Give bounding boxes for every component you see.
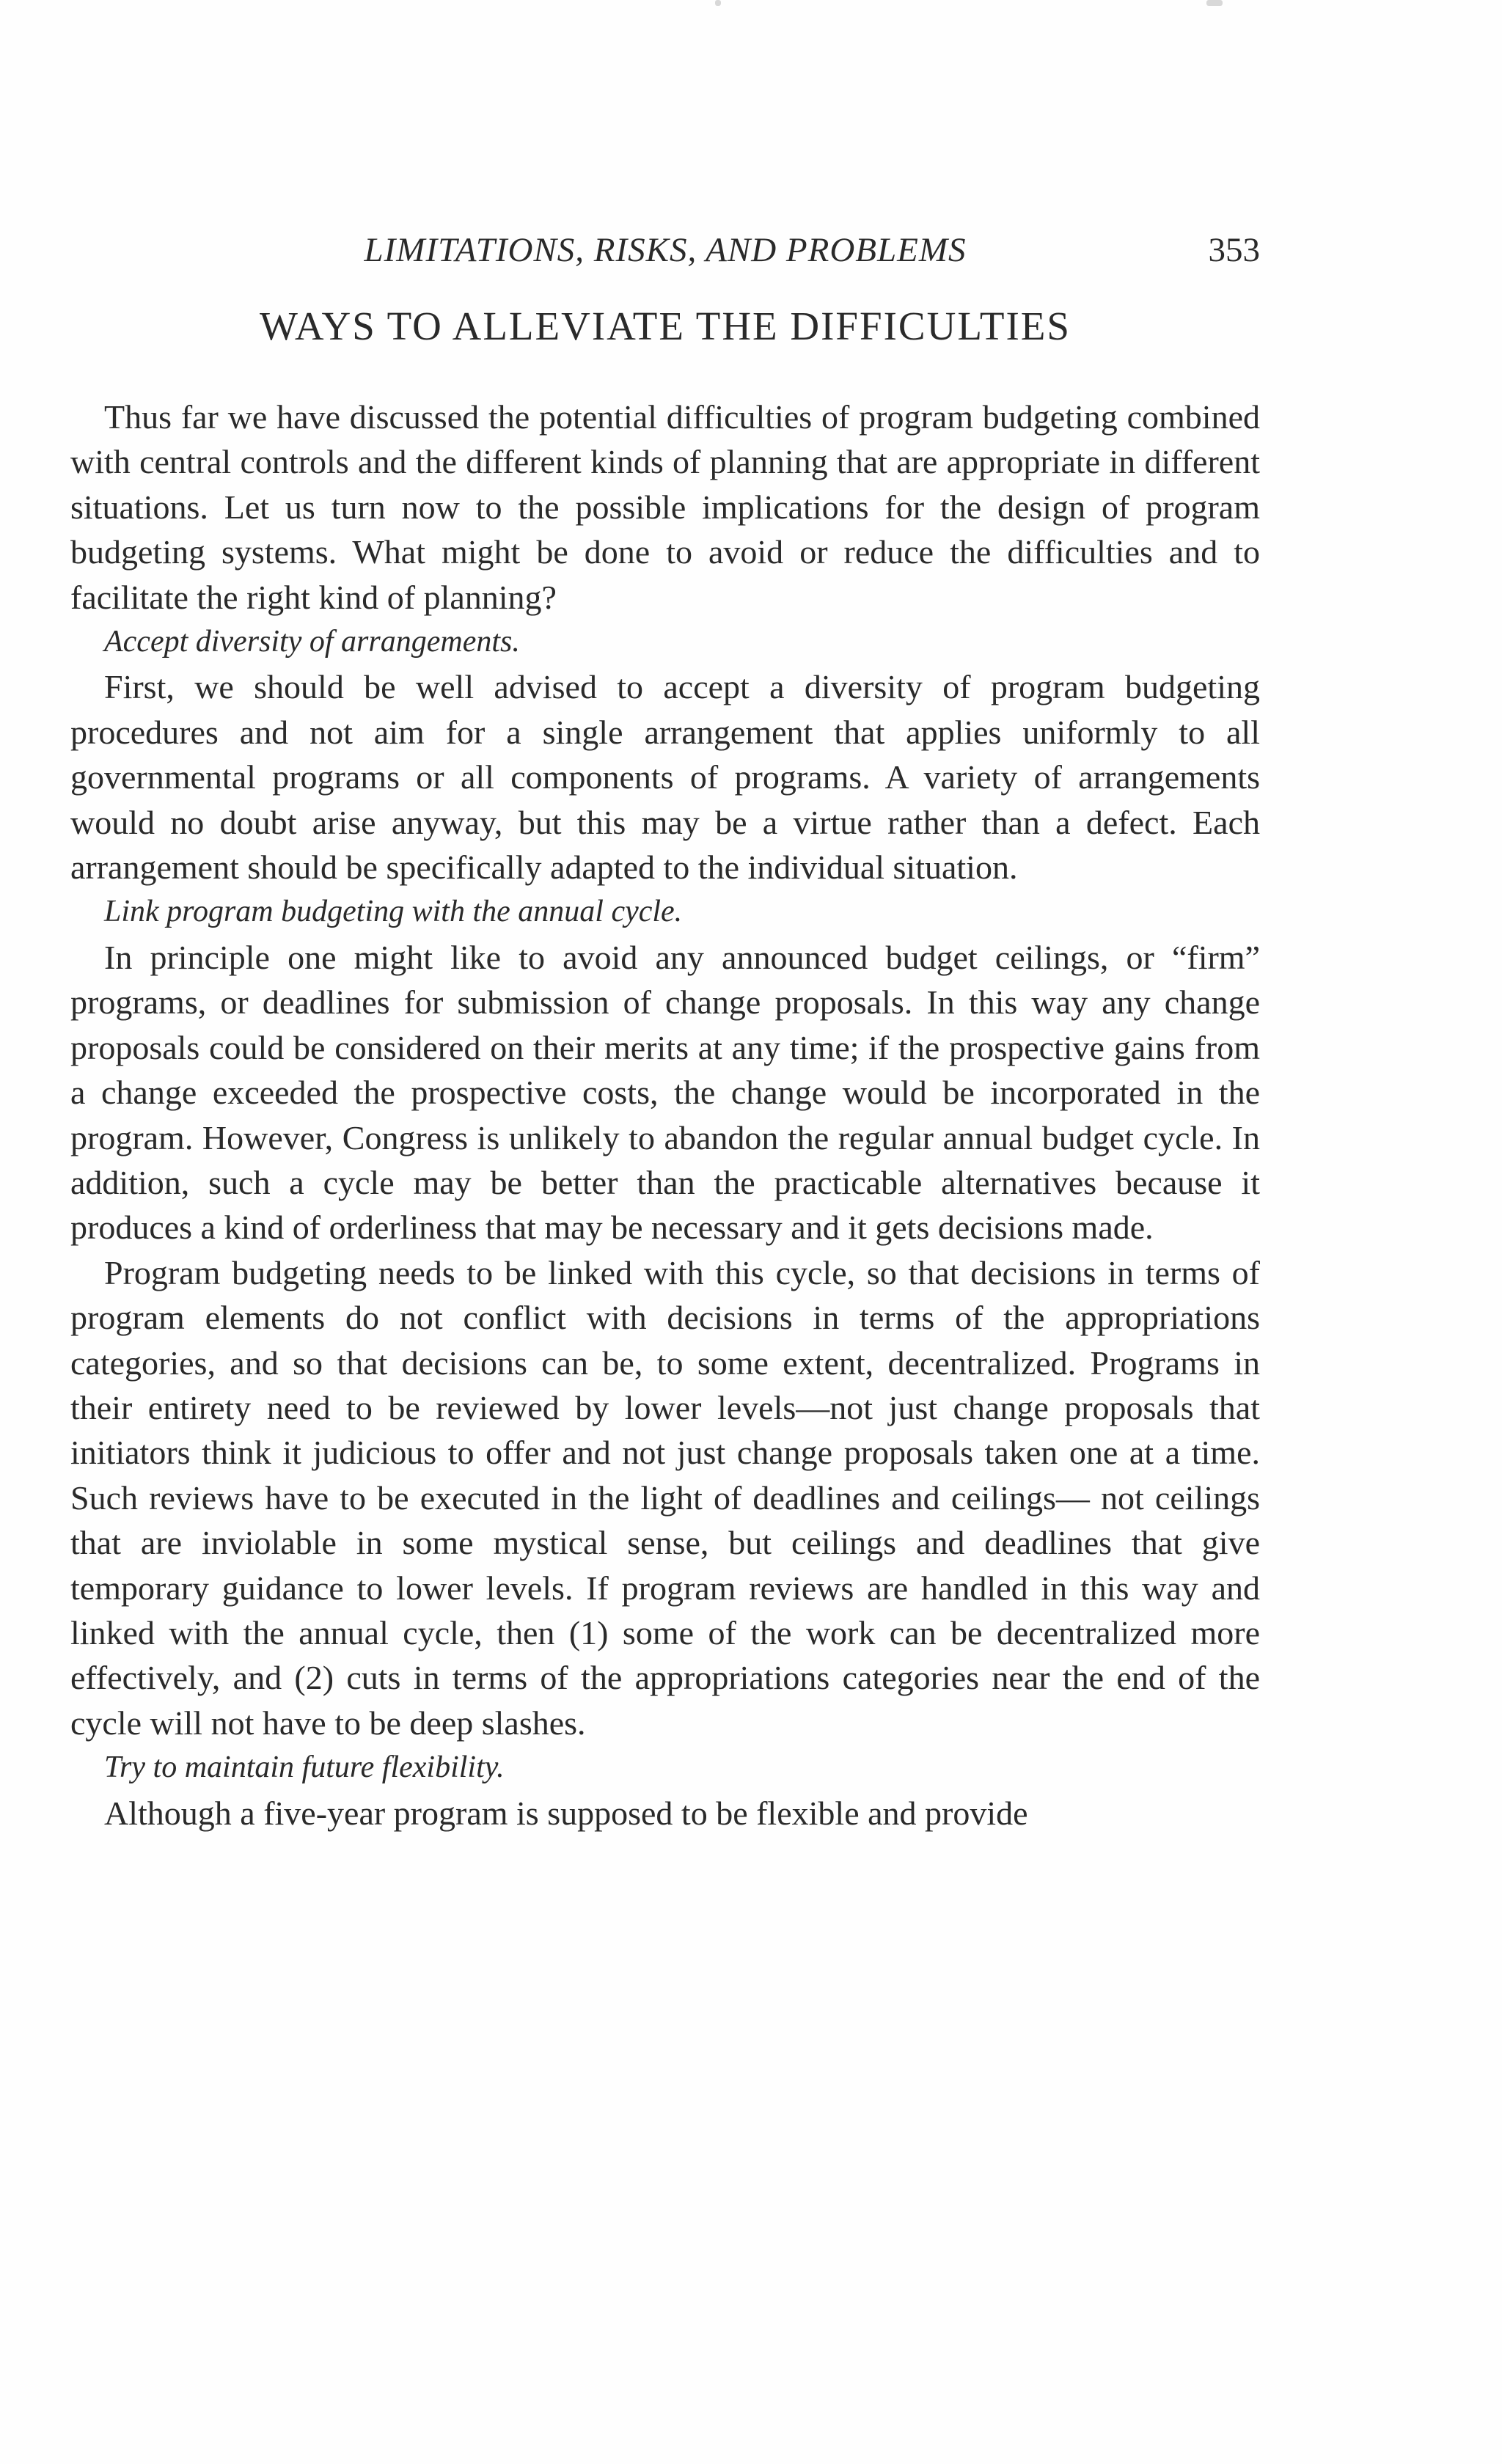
scan-mark [715, 0, 721, 6]
paragraph: Program budgeting needs to be linked with this cycle, so that decisions in terms of program elements do not conflict with decisions in terms of the appropriations categories, and so that decisions can be, to some extent, decentralized. Programs in their entirety need to be reviewed by lower levels—not just change proposals that initiators think it judicious to offer and not just change proposals taken one at a time. Such reviews have to be executed in the light of deadlines and ceilings— not ceilings that are inviolable in some mystical sense, but ceilings and deadlines that give temporary guidance to lower levels. If program reviews are handled in this way and linked with the annual cycle, then (1) some of the work can be decentralized more effectively, and (2) cuts in terms of the appropriations categories near the end of the cycle will not have to be deep slashes. [70, 1253, 1260, 1742]
running-title: LIMITATIONS, RISKS, AND PROBLEMS [364, 231, 967, 269]
intro-paragraph: Thus far we have discussed the potential difficulties of program budgeting combined with central controls and the different kinds of planning that are appropriate in different situations. Let us turn now to the possible implications for the design of program budgeting systems. What might be done to avoid or reduce the difficulties and to facilitate the right kind of planning? [70, 398, 1260, 616]
subheading-future-flexibility: Try to maintain future flexibility. [104, 1750, 505, 1785]
running-head [70, 224, 1260, 276]
paragraph: First, we should be well advised to accept a diversity of program budgeting procedures and not aim for a single arrangement that applies uniformly to all governmental programs or all components of programs. A variety of arrangements would no doubt arise anyway, but this may be a virtue rather than a defect. Each arrangement should be specifically adapted to the individual situation. [70, 668, 1260, 887]
subheading-link-annual-cycle: Link program budgeting with the annual cycle. [104, 895, 683, 929]
page-number: 353 [1208, 231, 1260, 269]
body-text [70, 395, 1260, 1836]
scan-mark [1206, 0, 1223, 6]
subheading-accept-diversity: Accept diversity of arrangements. [104, 625, 520, 659]
paragraph: Although a five-year program is supposed to be flexible and provide [104, 1794, 1028, 1832]
paragraph: In principle one might like to avoid any announced budget ceilings, or “firm” programs, or deadlines for submission of change proposals. In this way any change proposals could be considered on their merits at any time; if the prospective gains from a change exceeded the prospective costs, the change would be incorporated in the program. However, Congress is unlikely to abandon the regular annual budget cycle. In addition, such a cycle may be better than the practicable alternatives because it produces a kind of orderliness that may be necessary and it gets decisions made. [70, 938, 1260, 1247]
section-title: WAYS TO ALLEVIATE THE DIFFICULTIES [260, 304, 1071, 348]
